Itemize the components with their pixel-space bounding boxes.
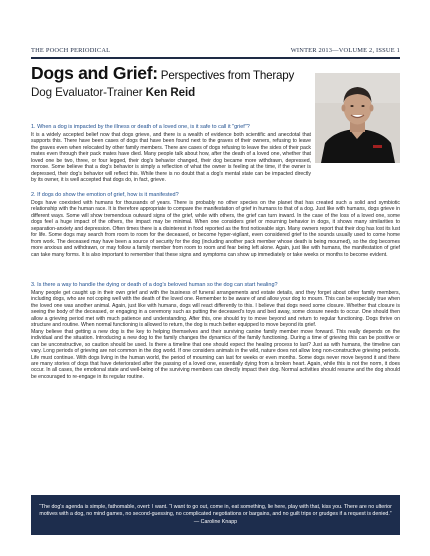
answer-1-paragraph: It is a widely accepted belief now that dogs grieve, and there is a wealth of evidence both scientific and anecdotal that supports this. There have been cases of dogs that have been found next to the graves of their owners, refusing to leave the graves even when relocated by other family members. There are cases of dogs refusing to leave the sides of their pack mates even through their pack mates have died. Many people talk about how, after the death of a loved one, whether that loved one be two, three, or four legged, their dog's behavior changed, their dog became more withdrawn, depressed, morose. Some believe that a dog's behavior is simply a reflection of what the owner is feeling at the time, if the owner is depressed, their dog's behavior will reflect this. While there is no doubt that a dog's mental state can be impacted directly by its owner, it is well accepted that dogs do, in fact, grieve.	[31, 132, 311, 184]
author-photo	[315, 73, 400, 163]
title-rest: Perspectives from Therapy	[157, 69, 295, 82]
answer-3-paragraph-1: Many people get caught up in their own grief and with the business of funeral arrangements and estate details, and they forget about other family members, including dogs, who are not coping well with the death of the loved one. Remember to be aware of and allow your dog to mourn. This can be especially true when the loved one was another animal. Again, just like with humans, dogs will react differently to this. I believe that dogs need some closure. Whether that closure is seeing the body of the deceased, or engaging in a ceremony such as putting the deceased's toys and bed away, some closure needs to occur. One should then allow a grieving period met with much patience and understanding. After this, one should try to move beyond and return to regular functioning. Dogs thrive on structure and routine. When normal functioning is allowed to return, the dog is much better equipped to move beyond its grief.	[31, 290, 400, 329]
issue-info: WINTER 2013—VOLUME 2, ISSUE 1	[290, 46, 400, 54]
author-name: Ken Reid	[145, 86, 196, 99]
article-title	[31, 64, 331, 100]
pull-quote-text: “The dog's agenda is simple, fathomable, overt: I want. “I want to go out, come in, eat something, lie here, play with that, kiss you. There are no ulterior motives with a dog, no mind games, no second-guessing, no complicated negotiations or bargains, and no guilt trips or grudges if a request is denied.” — Caroline Knapp	[39, 504, 392, 525]
answer-1	[31, 132, 311, 184]
answer-3	[31, 290, 400, 380]
masthead-rule	[31, 57, 400, 59]
masthead	[31, 44, 400, 56]
question-3: 3. Is there a way to handle the dying or death of a dog's beloved human so the dog can start healing?	[31, 282, 278, 288]
title-prefix: Dog Evaluator-Trainer	[31, 86, 146, 99]
answer-3-paragraph-2: Many believe that getting a new dog is the key to helping themselves and their surviving canine family member move forward. This really depends on the individual and the situation. Introducing a new dog to the family changes the dynamics of the family functioning. During a time of grieving this can be positive or can be unconstructive, so caution should be used. Is there a timeline that one should expect the healing process to last? Just as with humans, the timeline can vary. Long periods of grieving are not common in the dog world. If one considers animals in the wild, nature does not allow long non-constructive grieving periods. Life must continue. With dogs living in the human world, the period of mourning can last for weeks or even months. Some dogs never move beyond it and there are many stories of dogs that have deteriorated after the passing of a loved one, essentially dying from a broken heart. Again, while this is not the norm, it does occur. In all cases, the emotional state and well-being of the surviving members can directly impact their dog. Normal activities should resume and the dog should be encouraged to re-engage in its regular routine.	[31, 328, 400, 380]
title-main: Dogs and Grief:	[31, 63, 158, 83]
pull-quote	[31, 495, 400, 535]
title-line-2	[31, 85, 331, 100]
question-2: 2. If dogs do show the emotion of grief, how is it manifested?	[31, 192, 179, 198]
answer-2-paragraph: Dogs have coexisted with humans for thousands of years. There is probably no other species on the planet that has created such a solid and symbiotic relationship with the human race. It is therefore appropriate to compare the manifestation of grief in humans to that of a dog. Just like with humans, dogs grieve in different ways. Some will show tremendous outward signs of the grief, while with others, the grief can turn inward. In the case of the loss of a loved one, some dogs feel a huge impact of the others, the impact may be minimal. When one considers grief or mourning behavior in dogs, it shows many similarities to separation-anxiety and depression. Often times there is a disinterest in food reported as the first noticeable sign. Many owners report that their dog has lost its lust for life. Some dogs may search from room to room for the deceased, or become hyper-vigilant, even considered grief to the sounds usually used to come home from work. The deceased may have been a source of security for the dog (including another pack member whose death is being mourned), so the dog becomes more anxious and withdrawn, or may follow a family member from room to room and fear being left alone. Again, just like with humans, the manifestation of grief can take many forms. It is also important to remember that these signs and symptoms can show up immediately or take weeks or months to become evident.	[31, 200, 400, 258]
title-line-1	[31, 64, 331, 85]
question-1: 1. When a dog is impacted by the illness or death of a loved one, is it safe to call it "grief"?	[31, 124, 250, 130]
answer-2	[31, 200, 400, 258]
publication-name: THE POOCH PERIODICAL	[31, 46, 111, 54]
author-portrait-image	[315, 73, 400, 163]
